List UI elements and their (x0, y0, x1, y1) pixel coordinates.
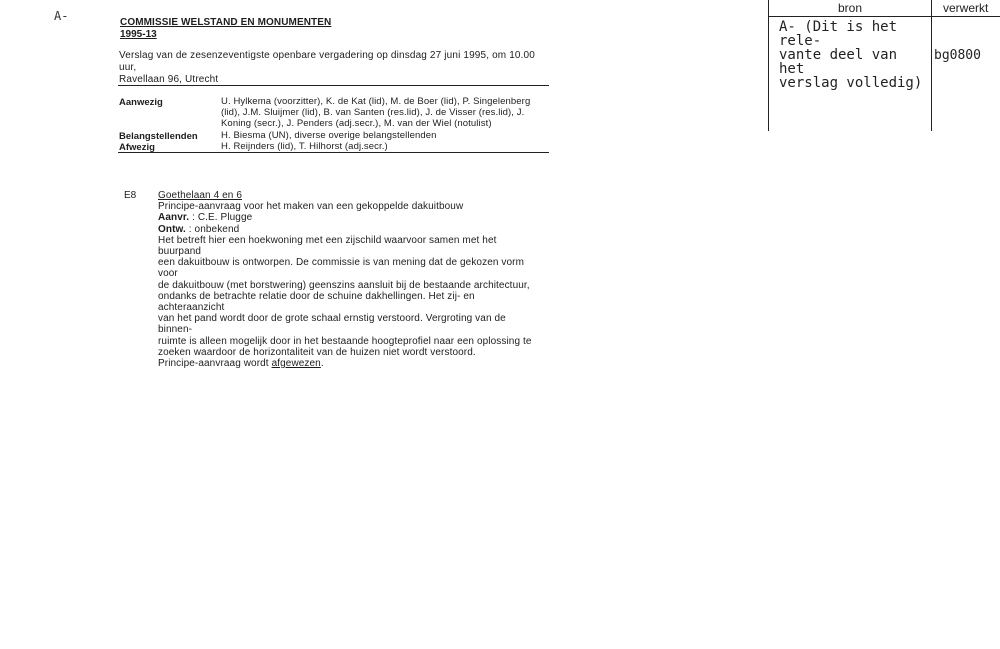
report-line-2: Ravellaan 96, Utrecht (119, 74, 219, 85)
absent-label: Afwezig (119, 142, 155, 153)
item-body-line: een dakuitbouw is ontworpen. De commissie is van mening dat de gekozen vorm voor (158, 257, 525, 280)
agenda-item (158, 190, 542, 369)
interested-value: H. Biesma (UN), diverse overige belangstellenden (221, 130, 437, 141)
interested-label: Belangstellenden (119, 131, 198, 142)
processed-column-header: verwerkt (943, 1, 989, 15)
present-label: Aanwezig (119, 97, 163, 108)
item-address: Goethelaan 4 en 6 (158, 190, 242, 201)
report-description (119, 50, 549, 86)
bottom-divider (118, 152, 549, 153)
item-body-line: Het betreft hier een hoekwoning met een zijschild waarvoor samen met het buurpand (158, 234, 497, 258)
processed-code: bg0800 (934, 48, 981, 63)
item-body-line: ruimte is alleen mogelijk door in het bestaande hoogteprofiel naar een oplossing te (158, 335, 532, 347)
designer-value: : onbekend (188, 223, 240, 235)
conclusion-prefix: Principe-aanvraag wordt (158, 358, 272, 370)
source-note (779, 20, 929, 90)
designer-row (158, 224, 542, 235)
applicant-row (158, 212, 542, 223)
conclusion-suffix: . (320, 358, 324, 370)
box-column-divider (931, 0, 932, 131)
present-line: Koning (secr.), J. Penders (adj.secr.), M. van der Wiel (notulist) (221, 118, 492, 130)
source-column-header: bron (838, 1, 863, 15)
corner-mark: A- (54, 9, 69, 23)
conclusion-decision: afgewezen (271, 358, 321, 370)
box-header-rule (768, 16, 1000, 17)
item-body-line: zoeken waardoor de horizontaliteit van de huizen niet wordt verstoord. (158, 346, 476, 358)
item-subject: Principe-aanvraag voor het maken van een gekoppelde dakuitbouw (158, 201, 464, 213)
applicant-value: : C.E. Plugge (192, 212, 253, 224)
absent-value: H. Reijnders (lid), T. Hilhorst (adj.secr.) (221, 141, 388, 152)
report-line-1: Verslag van de zesenzeventigste openbare vergadering op dinsdag 27 juni 1995, om 10.00 uur, (119, 50, 535, 73)
committee-title: COMMISSIE WELSTAND EN MONUMENTEN (120, 17, 332, 28)
item-body-line: ondanks de betrachte relatie door de schuine dakhellingen. Het zij- en achteraanzicht (158, 290, 475, 314)
designer-label: Ontw. (158, 223, 186, 235)
item-code: E8 (124, 190, 137, 201)
source-note-line: vante deel van het (779, 47, 898, 77)
present-line: (lid), J.M. Sluijmer (lid), B. van Santen (res.lid), J. de Visser (res.lid), J. (221, 107, 525, 119)
source-note-line: A- (Dit is het rele- (779, 19, 898, 49)
present-list (221, 96, 551, 130)
item-body-line: van het pand wordt door de grote schaal ernstig verstoord. Vergroting van de binnen- (158, 313, 506, 336)
applicant-label: Aanvr. (158, 212, 190, 224)
box-left-border (768, 0, 769, 131)
source-note-line: verslag volledig) (779, 75, 923, 91)
present-line: U. Hylkema (voorzitter), K. de Kat (lid), M. de Boer (lid), P. Singelenberg (221, 96, 531, 107)
item-body-line: de dakuitbouw (met borstwering) geenszins aansluit bij de bestaande architectuur, (158, 279, 530, 291)
meeting-number: 1995-13 (120, 29, 157, 40)
top-divider (118, 85, 549, 86)
item-conclusion (158, 358, 542, 369)
